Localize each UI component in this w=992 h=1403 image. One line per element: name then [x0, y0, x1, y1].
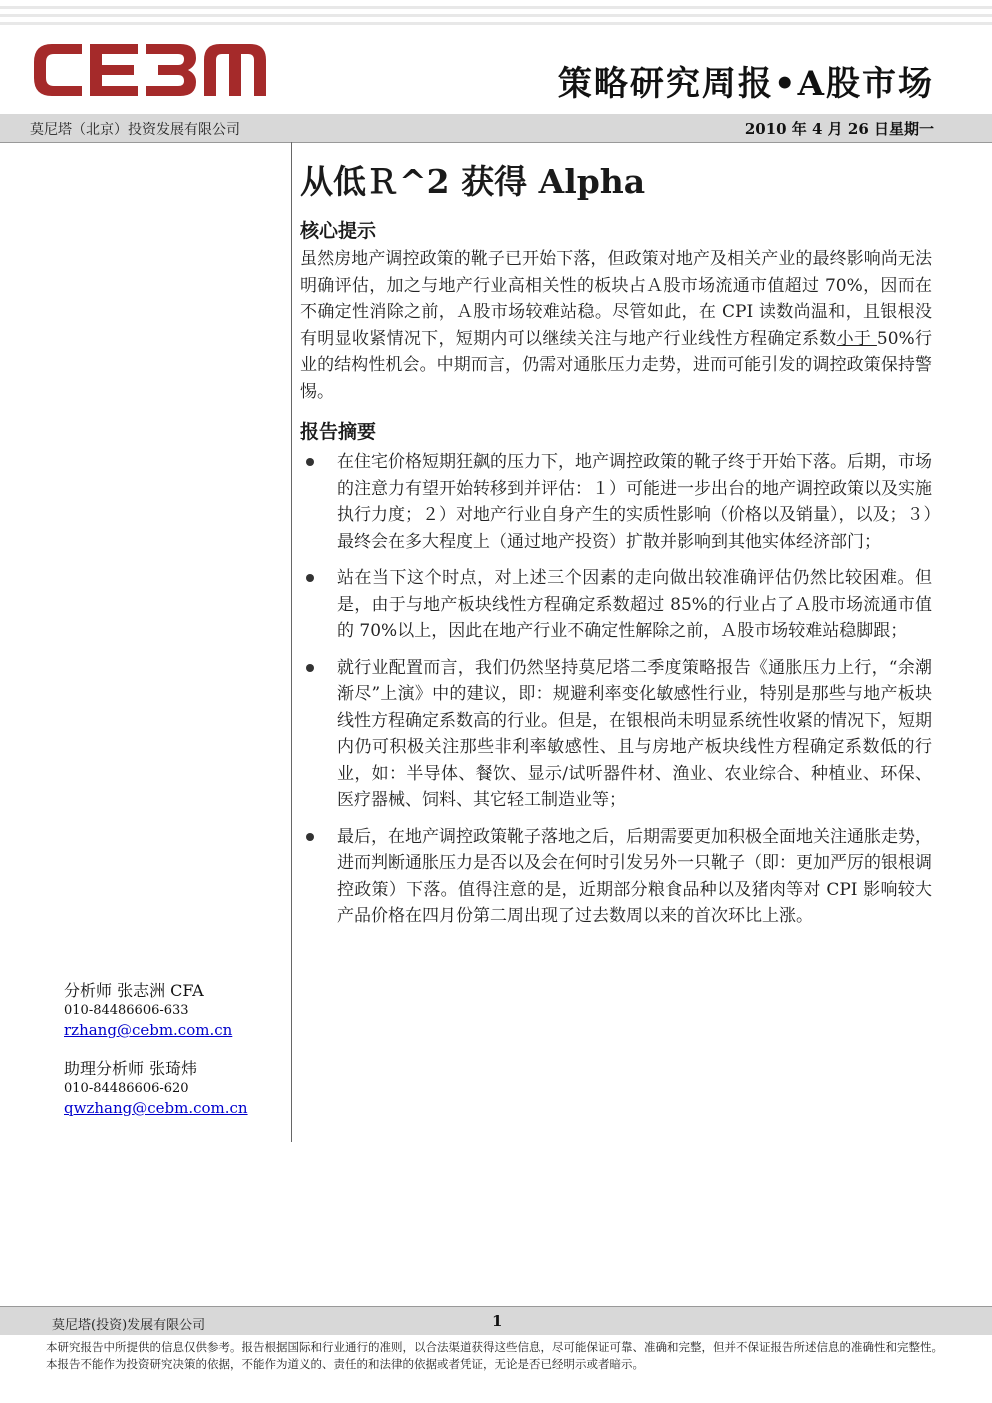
- report-title: 策略研究周报•A股市场: [557, 64, 934, 104]
- core-paragraph: [300, 246, 932, 405]
- core-text-underlined: 小于: [836, 328, 877, 349]
- bullet-icon: [306, 664, 314, 672]
- summary-item: [300, 824, 932, 930]
- header-subbar: [0, 114, 992, 143]
- main-content: [300, 160, 932, 940]
- assistant-analyst-name: 助理分析师 张琦炜: [64, 1059, 198, 1078]
- summary-item-text: 就行业配置而言，我们仍然坚持莫尼塔二季度策略报告《通胀压力上行，“余潮渐尽”上演》中的建议，即：规避利率变化敏感性行业，特别是那些与地产板块线性方程确定系数高的行业。但是，在银根尚未明显系统性收紧的情况下，短期内仍可积极关注那些非利率敏感性、且与房地产板块线性方程确定系数低的行业，如：半导体、餐饮、显示/试听器件材、渔业、农业综合、种植业、环保、医疗器械、饲料、其它轻工制造业等；: [337, 657, 932, 810]
- analyst-phone: 010-84486606-633: [64, 1003, 189, 1018]
- header-stripe: [0, 22, 992, 25]
- analyst-email-link[interactable]: rzhang@cebm.com.cn: [64, 1021, 233, 1039]
- header-stripe: [0, 6, 992, 9]
- analyst-contacts: [64, 980, 284, 1118]
- core-text-part2: 50%行业的结构性机会。中期而言，仍需对通胀压力走势，进而可能引发的调控政策保持警惕。: [300, 328, 933, 402]
- header-stripe: [0, 14, 992, 17]
- analyst-name: 分析师 张志洲 CFA: [64, 981, 204, 1000]
- summary-item: [300, 565, 932, 645]
- footer-company: 莫尼塔(投资)发展有限公司: [52, 1318, 206, 1333]
- company-name: 莫尼塔（北京）投资发展有限公司: [30, 122, 240, 138]
- summary-item-text: 站在当下这个时点，对上述三个因素的走向做出较准确评估仍然比较困难。但是，由于与地产板块线性方程确定系数超过 85%的行业占了Ａ股市场流通市值的 70%以上，因此在地产行业不确定性解除之前，Ａ股市场较难站稳脚跟；: [337, 568, 932, 641]
- header-band: [0, 0, 992, 114]
- assistant-analyst-phone: 010-84486606-620: [64, 1081, 189, 1096]
- bullet-icon: [306, 458, 314, 466]
- page-title: 从低Ｒ^2 获得 Alpha: [300, 162, 646, 201]
- footer-bar: [0, 1306, 992, 1335]
- summary-item: [300, 449, 932, 555]
- page-number: 1: [492, 1312, 503, 1330]
- report-date: 2010 年 4 月 26 日星期一: [744, 120, 934, 138]
- core-text-part1: 虽然房地产调控政策的靴子已开始下落，但政策对地产及相关产业的最终影响尚无法明确评估，加之与地产行业高相关性的板块占Ａ股市场流通市值超过 70%，因而在不确定性消除之前，Ａ股市场较难站稳。尽管如此，在 CPI 读数尚温和，且银根没有明显收紧情况下，短期内可以继续关注与地产行业线性方程确定系数: [300, 249, 932, 349]
- summary-item-text: 最后，在地产调控政策靴子落地之后，后期需要更加积极全面地关注通胀走势，进而判断通胀压力是否以及会在何时引发另外一只靴子（即：更加严厉的银根调控政策）下落。值得注意的是，近期部分粮食品种以及猪肉等对 CPI 影响较大产品价格在四月份第二周出现了过去数周以来的首次环比上涨。: [337, 826, 932, 926]
- cebm-logo-graphic: [30, 36, 270, 102]
- summary-item-text: 在住宅价格短期狂飙的压力下，地产调控政策的靴子终于开始下落。后期，市场的注意力有望开始转移到并评估：１）可能进一步出台的地产调控政策以及实施执行力度；２）对地产行业自身产生的实质性影响（价格以及销量），以及；３）最终会在多大程度上（通过地产投资）扩散并影响到其他实体经济部门；: [337, 452, 932, 552]
- cebm-logo: [30, 36, 270, 106]
- disclaimer-text: 本研究报告中所提供的信息仅供参考。报告根据国际和行业通行的准则，以合法渠道获得这些信息，尽可能保证可靠、准确和完整，但并不保证报告所述信息的准确性和完整性。本报告不能作为投资研究决策的依据，不能作为道义的、责任的和法律的依据或者凭证，无论是否已经明示或者暗示。: [46, 1340, 943, 1371]
- summary-item: [300, 655, 932, 814]
- core-heading: 核心提示: [300, 220, 377, 242]
- bullet-icon: [306, 574, 314, 582]
- column-divider: [291, 142, 292, 1142]
- summary-heading: 报告摘要: [300, 421, 377, 443]
- bullet-icon: [306, 833, 314, 841]
- assistant-analyst-email-link[interactable]: qwzhang@cebm.com.cn: [64, 1099, 248, 1117]
- summary-list: [300, 449, 932, 930]
